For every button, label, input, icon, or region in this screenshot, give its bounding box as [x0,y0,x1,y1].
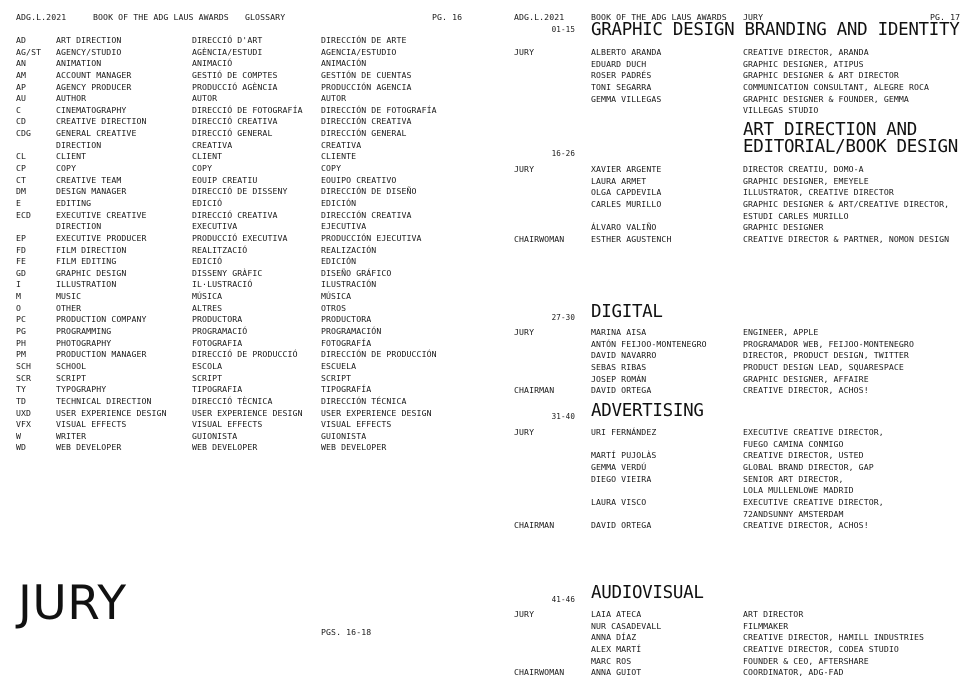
jury-member-name: DAVID ORTEGA [591,520,652,531]
glossary-spanish: ILUSTRACIÓN [321,279,377,290]
glossary-english: WRITER [56,430,87,441]
section-page-range: 01-15 [551,25,575,34]
jury-member-title: CREATIVE DIRECTOR, ACHOS! [743,520,869,531]
jury-member-name: ANNA GUIOT [591,667,642,678]
glossary-row [0,408,490,420]
glossary-english: EXECUTIVE CREATIVE DIRECTION [56,209,147,232]
jury-member-title: EXECUTIVE CREATIVE DIRECTOR, FUEGO CAMINA CONMIGO [743,427,884,449]
glossary-english: AGENCY PRODUCER [56,81,132,92]
glossary-catalan: DIRECCIÓ DE FOTOGRAFÍA [192,104,303,115]
glossary-row [0,326,490,338]
jury-member-title: GRAPHIC DESIGNER, EMEYELE [743,175,869,186]
jury-member-name: ALBERTO ARANDA [591,47,662,57]
glossary-english: MUSIC [56,291,82,302]
glossary-spanish: PRODUCTORA [321,314,372,325]
glossary-english: ANIMATION [56,58,102,69]
jury-member-name: ANTÓN FEIJOO-MONTENEGRO [591,338,707,349]
glossary-english: ACCOUNT MANAGER [56,69,132,80]
glossary-abbreviation: PM [16,349,27,360]
glossary-abbreviation: C [16,104,22,115]
glossary-abbreviation: ECD [16,209,32,220]
glossary-english: CREATIVE DIRECTION [56,116,147,127]
section-title: ART DIRECTION AND EDITORIAL/BOOK DESIGN [743,120,958,157]
jury-member-row [490,497,980,520]
jury-role-label: JURY [514,327,535,337]
jury-member-name: JOSEP ROMÁN [591,373,647,384]
jury-member-name: ÁLVARO VALIÑO [591,222,657,233]
glossary-english: SCRIPT [56,372,87,383]
glossary-row [0,291,490,303]
jury-member-title: CREATIVE DIRECTOR, HAMILL INDUSTRIES [743,632,925,643]
section-page-range: 31-40 [551,412,575,421]
header-page-number: PG. 16 [432,12,463,22]
header-code: ADG.L.2021 [514,12,565,22]
glossary-spanish: PRODUCCIÓN EJECUTIVA [321,232,422,243]
glossary-abbreviation: PC [16,314,27,325]
glossary-catalan: DIRECCIÓ DE DISSENY [192,186,288,197]
jury-member-row [490,222,980,234]
glossary-row [0,256,490,268]
glossary-english: OTHER [56,302,82,313]
glossary-abbreviation: CL [16,151,27,162]
glossary-english: PHOTOGRAPHY [56,337,112,348]
jury-member-row [490,474,980,497]
glossary-english: PRODUCTION MANAGER [56,349,147,360]
glossary-english: GRAPHIC DESIGN [56,267,127,278]
glossary-spanish: COPY [321,163,342,174]
glossary-spanish: EOUIPO CREATIVO [321,174,397,185]
glossary-catalan: FOTOGRAFIA [192,337,243,348]
jury-role-label: CHAIRMAN [514,520,555,531]
jury-member-title: DIRECTOR CREATIU, DOMO-A [743,164,864,174]
jury-member-row [490,94,980,117]
glossary-catalan: DIRECCIÓ GENERAL CREATIVA [192,128,273,150]
section-title: ADVERTISING [591,401,704,421]
glossary-english: AGENCY/STUDIO [56,46,122,57]
header-book-title: BOOK OF THE ADG LAUS AWARDS [93,12,229,22]
jury-member-row [490,362,980,374]
glossary-row [0,431,490,443]
header-code: ADG.L.2021 [16,12,67,22]
glossary-spanish: GESTIÓN DE CUENTAS [321,69,412,80]
glossary-abbreviation: UXD [16,407,32,418]
glossary-spanish: AUTOR [321,93,347,104]
jury-member-name: CARLES MURILLO [591,198,662,209]
jury-member-title: CREATIVE DIRECTOR, USTED [743,450,864,461]
glossary-abbreviation: SCR [16,372,32,383]
glossary-abbreviation: AM [16,69,27,80]
jury-member-row [490,47,980,59]
jury-member-name: DIEGO VIEIRA [591,473,652,484]
jury-member-title: FILMMAKER [743,620,789,631]
glossary-catalan: DIRECCIÓ TÈCNICA [192,395,273,406]
jury-member-name: ALEX MARTÍ [591,643,642,654]
glossary-row [0,58,490,70]
jury-member-title: GRAPHIC DESIGNER & ART DIRECTOR [743,70,899,81]
glossary-spanish: VISUAL EFFECTS [321,419,392,430]
jury-role-label: CHAIRMAN [514,385,555,396]
jury-member-row [490,520,980,532]
glossary-abbreviation: GD [16,267,27,278]
glossary-abbreviation: SCH [16,360,32,371]
glossary-catalan: WEB DEVELOPER [192,442,258,453]
jury-member-title: GRAPHIC DESIGNER, ATIPUS [743,58,864,69]
glossary-row [0,361,490,373]
jury-member-title: CREATIVE DIRECTOR, ARANDA [743,47,869,57]
glossary-catalan: ALTRES [192,302,223,313]
glossary-english: COPY [56,163,77,174]
jury-member-title: ENGINEER, APPLE [743,327,819,337]
jury-role-label: CHAIRWOMAN [514,233,565,244]
glossary-spanish: DIRECCIÓN DE PRODUCCIÓN [321,349,437,360]
jury-member-row [490,667,980,679]
glossary-catalan: PROGRAMACIÓ [192,326,248,337]
glossary-english: TECHNICAL DIRECTION [56,395,152,406]
glossary-spanish: SCRIPT [321,372,352,383]
jury-member-row [490,450,980,462]
glossary-abbreviation: DM [16,186,27,197]
header-page-number: PG. 17 [930,12,961,22]
header-section: GLOSSARY [245,12,286,22]
glossary-row [0,70,490,82]
glossary-abbreviation: TD [16,395,27,406]
glossary-catalan: GUIONISTA [192,430,238,441]
jury-list [490,609,980,679]
jury-member-row [490,350,980,362]
jury-member-title: PRODUCT DESIGN LEAD, SQUARESPACE [743,361,904,372]
glossary-spanish: DIRECCIÓN CREATIVA [321,116,412,127]
jury-member-title: CREATIVE DIRECTOR & PARTNER, NOMON DESIGN [743,233,950,244]
glossary-english: FILM EDITING [56,256,117,267]
glossary-spanish: DIRECCIÓN GENERAL CREATIVA [321,128,407,150]
glossary-catalan: DIRECCIÓ DE PRODUCCIÓ [192,349,298,360]
jury-member-name: ESTHER AGUSTENCH [591,233,672,244]
jury-title: JURY [18,576,127,631]
glossary-abbreviation: I [16,279,22,290]
glossary-catalan: ESCOLA [192,360,223,371]
glossary-english: FILM DIRECTION [56,244,127,255]
jury-member-row [490,82,980,94]
glossary-row [0,93,490,105]
jury-member-row [490,374,980,386]
glossary-catalan: CLIENT [192,151,223,162]
glossary-abbreviation: PH [16,337,27,348]
glossary-english: EXECUTIVE PRODUCER [56,232,147,243]
glossary-english: CREATIVE TEAM [56,174,122,185]
glossary-row [0,105,490,117]
glossary-english: DESIGN MANAGER [56,186,127,197]
jury-member-name: LAURA ARMET [591,175,647,186]
jury-member-name: TONI SEGARRA [591,81,652,92]
jury-member-name: LAIA ATECA [591,609,642,619]
glossary-abbreviation: AN [16,58,27,69]
glossary-catalan: DIRECCIÓ D'ART [192,35,263,45]
glossary-catalan: PRODUCCIÓ AGÈNCIA [192,81,278,92]
jury-member-name: SEBAS RIBAS [591,361,647,372]
glossary-catalan: AGÈNCIA/ESTUDI [192,46,263,57]
glossary-row [0,442,490,454]
glossary-english: SCHOOL [56,360,87,371]
glossary-row [0,314,490,326]
jury-member-title: CREATIVE DIRECTOR, ACHOS! [743,385,869,396]
glossary-row [0,233,490,245]
jury-member-row [490,164,980,176]
jury-member-title: SENIOR ART DIRECTOR, LOLA MULLENLOWE MADRID [743,473,854,496]
glossary-catalan: EOUIP CREATIU [192,174,258,185]
section-title: DIGITAL [591,302,663,322]
jury-member-title: ART DIRECTOR [743,609,804,619]
jury-member-row [490,339,980,351]
jury-member-name: EDUARD DUCH [591,58,647,69]
glossary-abbreviation: CDG [16,128,32,139]
glossary-catalan: IL·LUSTRACIÓ [192,279,253,290]
glossary-spanish: EDICIÓN [321,256,357,267]
glossary-row [0,116,490,128]
glossary-catalan: GESTIÓ DE COMPTES [192,69,278,80]
header-book-title: BOOK OF THE ADG LAUS AWARDS [591,12,727,22]
glossary-english: USER EXPERIENCE DESIGN [56,407,167,418]
glossary-spanish: PROGRAMACIÓN [321,326,382,337]
glossary-spanish: AGENCIA/ESTUDIO [321,46,397,57]
glossary-spanish: DISEÑO GRÁFICO [321,267,392,278]
glossary-row [0,210,490,233]
glossary-row [0,82,490,94]
glossary-spanish: ANIMACIÓN [321,58,367,69]
glossary-spanish: DIRECCIÓN DE ARTE [321,35,407,45]
glossary-spanish: DIRECCIÓN TÉCNICA [321,395,407,406]
glossary-english: EDITING [56,197,92,208]
jury-member-row [490,462,980,474]
jury-member-title: COORDINATOR, ADG-FAD [743,667,844,678]
jury-member-name: DAVID NAVARRO [591,350,657,361]
jury-member-row [490,632,980,644]
glossary-row [0,384,490,396]
section-page-range: 27-30 [551,313,575,322]
jury-member-row [490,59,980,71]
jury-member-title: PROGRAMADOR WEB, FEIJOO-MONTENEGRO [743,338,914,349]
jury-member-title: GRAPHIC DESIGNER, AFFAIRE [743,373,869,384]
glossary-row [0,47,490,59]
jury-role-label: JURY [514,609,535,619]
glossary-catalan: USER EXPERIENCE DESIGN [192,407,303,418]
glossary-english: PRODUCTION COMPANY [56,314,147,325]
glossary-spanish: OTROS [321,302,347,313]
glossary-english: GENERAL CREATIVE DIRECTION [56,128,137,150]
glossary-abbreviation: TY [16,384,27,395]
glossary-spanish: MÚSICA [321,291,352,302]
jury-member-row [490,621,980,633]
jury-member-row [490,70,980,82]
jury-member-name: NUR CASADEVALL [591,620,662,631]
glossary-row [0,419,490,431]
jury-member-title: FOUNDER & CEO, AFTERSHARE [743,655,869,666]
glossary-spanish: USER EXPERIENCE DESIGN [321,407,432,418]
glossary-spanish: GUIONISTA [321,430,367,441]
glossary-catalan: AUTOR [192,93,218,104]
glossary-catalan: COPY [192,163,213,174]
glossary-abbreviation: AD [16,35,27,45]
glossary-english: VISUAL EFFECTS [56,419,127,430]
jury-member-row [490,427,980,450]
glossary-abbreviation: CT [16,174,27,185]
jury-member-title: GRAPHIC DESIGNER & ART/CREATIVE DIRECTOR, ESTUDI CARLES MURILLO [743,198,950,221]
jury-member-name: MARC ROS [591,655,632,666]
jury-member-row [490,609,980,621]
glossary-row [0,175,490,187]
jury-member-row [490,656,980,668]
jury-role-label: CHAIRWOMAN [514,667,565,678]
glossary-catalan: PRODUCCIÓ EXECUTIVA [192,232,288,243]
glossary-spanish: FOTOGRAFÍA [321,337,372,348]
glossary-row [0,373,490,385]
glossary-row [0,338,490,350]
glossary-catalan: PRODUCTORA [192,314,243,325]
glossary-row [0,128,490,151]
glossary-spanish: ESCUELA [321,360,357,371]
glossary-spanish: EDICIÓN [321,197,357,208]
glossary-abbreviation: WD [16,442,27,453]
glossary-abbreviation: AP [16,81,27,92]
jury-role-label: JURY [514,47,535,57]
glossary-abbreviation: CD [16,116,27,127]
glossary-catalan: EDICIÓ [192,256,223,267]
jury-member-name: GEMMA VILLEGAS [591,93,662,104]
glossary-english: PROGRAMMING [56,326,112,337]
glossary-abbreviation: M [16,291,22,302]
header-section: JURY [743,12,764,22]
glossary-catalan: TIPOGRAFIA [192,384,243,395]
jury-member-name: MARTÍ PUJOLÀS [591,450,657,461]
glossary-abbreviation: FE [16,256,27,267]
jury-pages: PGS. 16-18 [321,627,372,637]
jury-member-title: ILLUSTRATOR, CREATIVE DIRECTOR [743,187,894,198]
glossary-abbreviation: O [16,302,22,313]
right-page-jury [490,0,980,700]
glossary-english: CINEMATOGRAPHY [56,104,127,115]
glossary-abbreviation: CP [16,163,27,174]
glossary-row [0,349,490,361]
glossary-catalan: EDICIÓ [192,197,223,208]
glossary-spanish: DIRECCIÓN CREATIVA EJECUTIVA [321,209,412,232]
glossary-catalan: REALITZACIÓ [192,244,248,255]
glossary-abbreviation: VFX [16,419,32,430]
jury-member-row [490,644,980,656]
jury-member-row [490,176,980,188]
jury-member-row [490,199,980,222]
section-page-range: 16-26 [551,149,575,158]
jury-member-row [490,234,980,246]
jury-member-name: OLGA CAPDEVILA [591,187,662,198]
glossary-spanish: CLIENTE [321,151,357,162]
jury-member-name: ANNA DÍAZ [591,632,637,643]
glossary-table [0,35,490,454]
jury-member-title: DIRECTOR, PRODUCT DESIGN, TWITTER [743,350,909,361]
jury-member-title: COMMUNICATION CONSULTANT, ALEGRE ROCA [743,81,930,92]
jury-member-row [490,187,980,199]
glossary-row [0,35,490,47]
glossary-row [0,163,490,175]
glossary-catalan: ANIMACIÓ [192,58,233,69]
glossary-english: TYPOGRAPHY [56,384,107,395]
glossary-catalan: SCRIPT [192,372,223,383]
glossary-english: AUTHOR [56,93,87,104]
glossary-catalan: DISSENY GRÀFIC [192,267,263,278]
glossary-abbreviation: FD [16,244,27,255]
jury-member-name: DAVID ORTEGA [591,385,652,396]
jury-role-label: JURY [514,427,535,437]
jury-member-title: GLOBAL BRAND DIRECTOR, GAP [743,461,874,472]
glossary-row [0,186,490,198]
glossary-row [0,198,490,210]
glossary-spanish: WEB DEVELOPER [321,442,387,453]
glossary-row [0,268,490,280]
glossary-catalan: VISUAL EFFECTS [192,419,263,430]
glossary-spanish: REALIZACIÓN [321,244,377,255]
glossary-catalan: DIRECCIÓ CREATIVA EXECUTIVA [192,209,278,232]
glossary-catalan: DIRECCIÓ CREATIVA [192,116,278,127]
section-page-range: 41-46 [551,595,575,604]
glossary-row [0,303,490,315]
section-title: GRAPHIC DESIGN BRANDING AND IDENTITY [591,20,960,40]
glossary-spanish: TIPOGRAFÍA [321,384,372,395]
glossary-spanish: PRODUCCIÓN AGENCIA [321,81,412,92]
glossary-abbreviation: EP [16,232,27,243]
glossary-english: CLIENT [56,151,87,162]
glossary-row [0,151,490,163]
glossary-abbreviation: W [16,430,22,441]
glossary-abbreviation: PG [16,326,27,337]
jury-member-row [490,385,980,397]
glossary-spanish: DIRECCIÓN DE FOTOGRAFÍA [321,104,437,115]
jury-member-title: EXECUTIVE CREATIVE DIRECTOR, 72ANDSUNNY AMSTERDAM [743,496,884,519]
jury-member-name: XAVIER ARGENTE [591,164,662,174]
glossary-row [0,245,490,257]
glossary-english: ART DIRECTION [56,35,122,45]
glossary-english: ILLUSTRATION [56,279,117,290]
glossary-row [0,396,490,408]
jury-member-row [490,327,980,339]
jury-member-name: LAURA VISCO [591,496,647,507]
jury-member-title: GRAPHIC DESIGNER & FOUNDER, GEMMA VILLEGAS STUDIO [743,93,909,116]
glossary-english: WEB DEVELOPER [56,442,122,453]
jury-member-name: GEMMA VERDÚ [591,461,647,472]
glossary-abbreviation: E [16,197,22,208]
glossary-spanish: DIRECCIÓN DE DISEÑO [321,186,417,197]
jury-member-title: CREATIVE DIRECTOR, CODEA STUDIO [743,643,899,654]
glossary-catalan: MÚSICA [192,291,223,302]
jury-list [490,327,980,397]
section-title: AUDIOVISUAL [591,583,704,603]
jury-role-label: JURY [514,164,535,174]
jury-list [490,427,980,532]
jury-list [490,164,980,246]
jury-member-name: ROSER PADRÉS [591,70,652,81]
jury-member-name: MARINA AISA [591,327,647,337]
glossary-abbreviation: AG/ST [16,46,42,57]
glossary-abbreviation: AU [16,93,27,104]
jury-list [490,47,980,117]
jury-member-title: GRAPHIC DESIGNER [743,222,824,233]
glossary-row [0,279,490,291]
jury-member-name: URI FERNÁNDEZ [591,427,657,437]
